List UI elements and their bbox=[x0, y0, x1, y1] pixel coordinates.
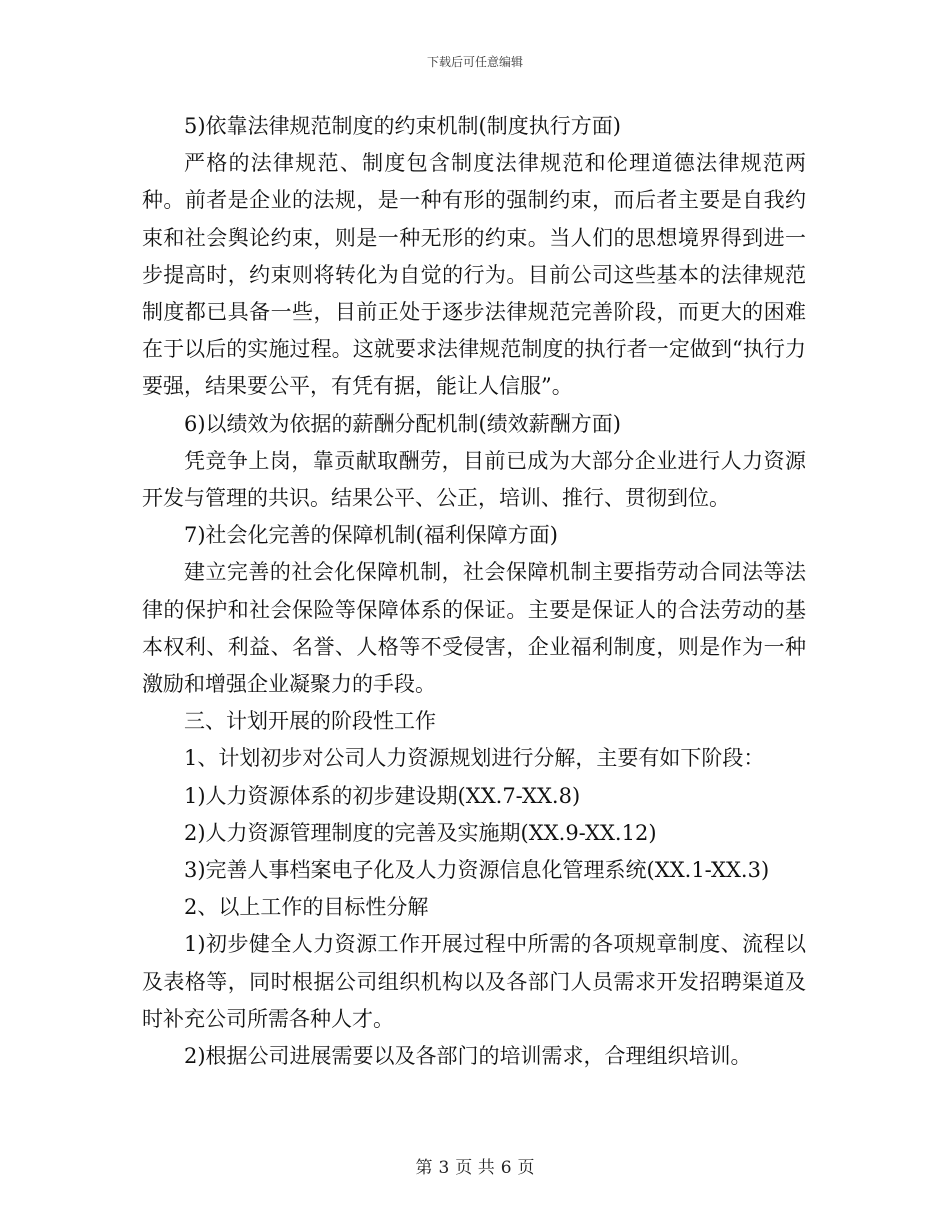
heading-5-constraint-mechanism: 5)依靠法律规范制度的约束机制(制度执行方面) bbox=[184, 114, 621, 138]
paragraph-constraint-detail: 严格的法律规范、制度包含制度法律规范和伦理道德法律规范两种。前者是企业的法规，是一种有形的强制约束，而后者主要是自我约束和社会舆论约束，则是一种无形的约束。当人们的思想境界得到进一步提高时，约束则将转化为自觉的行为。目前公司这些基本的法律规范制度都已具备一些，目前正处于逐步法律规范完善阶段，而更大的困难在于以后的实施过程。这就要求法律规范制度的执行者一定做到“执行力要强，结果要公平，有凭有据，能让人信服”。 bbox=[142, 151, 806, 399]
page-header: 下载后可任意编辑 bbox=[426, 55, 523, 69]
heading-7-security-mechanism: 7)社会化完善的保障机制(福利保障方面) bbox=[184, 523, 558, 548]
footer-page-number: 3 bbox=[438, 1158, 450, 1178]
stage-3: 3)完善人事档案电子化及人力资源信息化管理系统(XX.1-XX.3) bbox=[184, 858, 770, 883]
section-heading-three: 三、计划开展的阶段性工作 bbox=[184, 709, 436, 734]
footer-total-pages: 6 bbox=[500, 1158, 512, 1178]
item-2-target-breakdown: 2、以上工作的目标性分解 bbox=[184, 895, 429, 920]
target-1-detail: 1)初步健全人力资源工作开展过程中所需的各项规章制度、流程以及表格等，同时根据公司组织机构以及各部门人员需求开发招聘渠道及时补充公司所需各种人才。 bbox=[142, 932, 806, 1031]
footer-prefix: 第 bbox=[415, 1158, 433, 1178]
stage-1: 1)人力资源体系的初步建设期(XX.7-XX.8) bbox=[184, 783, 581, 808]
target-2-detail: 2)根据公司进展需要以及各部门的培训需求，合理组织培训。 bbox=[184, 1044, 752, 1069]
stage-2: 2)人力资源管理制度的完善及实施期(XX.9-XX.12) bbox=[184, 820, 657, 845]
paragraph-performance-detail: 凭竞争上岗，靠贡献取酬劳，目前已成为大部分企业进行人力资源开发与管理的共识。结果公平、公正，培训、推行、贯彻到位。 bbox=[142, 448, 806, 511]
document-body bbox=[142, 108, 806, 1075]
footer-suffix: 页 bbox=[517, 1158, 535, 1178]
item-1-plan-stages: 1、计划初步对公司人力资源规划进行分解，主要有如下阶段： bbox=[184, 746, 765, 771]
heading-6-performance-pay: 6)以绩效为依据的薪酬分配机制(绩效薪酬方面) bbox=[184, 411, 621, 436]
page-footer bbox=[0, 1153, 950, 1178]
footer-middle: 页 共 bbox=[455, 1158, 495, 1178]
paragraph-security-detail: 建立完善的社会化保障机制，社会保障机制主要指劳动合同法等法律的保护和社会保险等保障体系的保证。主要是保证人的合法劳动的基本权利、利益、名誉、人格等不受侵害，企业福利制度，则是作为一种激励和增强企业凝聚力的手段。 bbox=[142, 560, 806, 697]
